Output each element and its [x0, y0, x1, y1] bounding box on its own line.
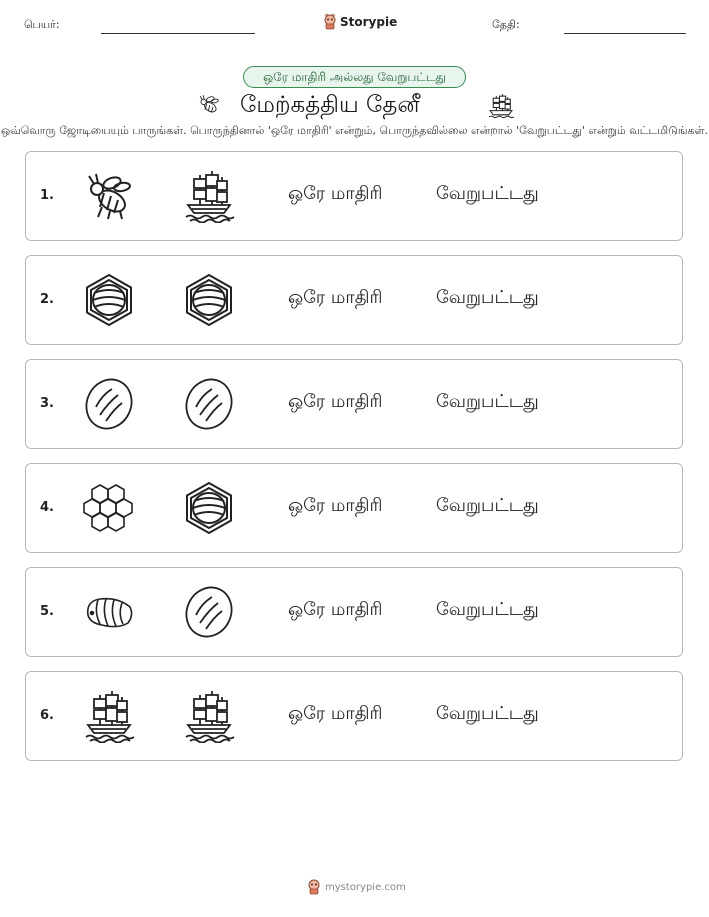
question-number: 6.	[40, 708, 54, 723]
option-different[interactable]: வேறுபட்டது	[436, 495, 539, 516]
bee-bread-icon	[182, 377, 236, 431]
question-row	[25, 255, 683, 345]
option-same[interactable]: ஒரே மாதிரி	[288, 703, 383, 724]
option-same[interactable]: ஒரே மாதிரி	[288, 287, 383, 308]
question-number: 2.	[40, 292, 54, 307]
hive-hexagon-icon	[82, 273, 136, 327]
question-number: 1.	[40, 188, 54, 203]
title-row	[0, 90, 709, 122]
option-same[interactable]: ஒரே மாதிரி	[288, 183, 383, 204]
storypie-mascot-icon	[307, 879, 321, 895]
option-different[interactable]: வேறுபட்டது	[436, 391, 539, 412]
ship-icon	[182, 169, 236, 223]
date-blank-line[interactable]	[564, 33, 686, 34]
option-different[interactable]: வேறுபட்டது	[436, 183, 539, 204]
worksheet-header	[0, 0, 709, 40]
ship-icon	[487, 91, 515, 121]
option-different[interactable]: வேறுபட்டது	[436, 599, 539, 620]
bee-icon	[82, 169, 136, 223]
storypie-mascot-icon	[323, 14, 337, 30]
honeycomb-icon	[82, 481, 136, 535]
question-number: 3.	[40, 396, 54, 411]
question-row	[25, 567, 683, 657]
question-row	[25, 359, 683, 449]
ship-icon	[182, 689, 236, 743]
question-row	[25, 151, 683, 241]
option-same[interactable]: ஒரே மாதிரி	[288, 391, 383, 412]
name-blank-line[interactable]	[101, 33, 255, 34]
date-label: தேதி:	[492, 18, 520, 31]
instructions-text: ஒவ்வொரு ஜோடியையும் பாருங்கள். பொருந்தினால் 'ஒரே மாதிரி' என்றும், பொருந்தவில்லை என்றால் 'வேறுபட்டது' என்றும் வட்டமிடுங்கள்.	[0, 124, 709, 137]
option-different[interactable]: வேறுபட்டது	[436, 703, 539, 724]
instructions	[0, 124, 709, 142]
worksheet-title: மேற்கத்திய தேனீ	[240, 92, 420, 118]
brand-logo	[323, 14, 397, 30]
question-number: 4.	[40, 500, 54, 515]
ship-icon	[82, 689, 136, 743]
hive-hexagon-icon	[182, 481, 236, 535]
option-same[interactable]: ஒரே மாதிரி	[288, 599, 383, 620]
question-row	[25, 463, 683, 553]
larva-icon	[82, 585, 136, 639]
hive-hexagon-icon	[182, 273, 236, 327]
bee-bread-icon	[82, 377, 136, 431]
activity-badge: ஒரே மாதிரி அல்லது வேறுபட்டது	[243, 66, 466, 88]
option-different[interactable]: வேறுபட்டது	[436, 287, 539, 308]
bee-bread-icon	[182, 585, 236, 639]
question-row	[25, 671, 683, 761]
option-same[interactable]: ஒரே மாதிரி	[288, 495, 383, 516]
footer-url: mystorypie.com	[325, 881, 406, 893]
footer	[307, 879, 406, 895]
bee-icon	[196, 93, 222, 117]
brand-name: Storypie	[340, 15, 398, 29]
question-number: 5.	[40, 604, 54, 619]
name-label: பெயர்:	[24, 18, 60, 31]
